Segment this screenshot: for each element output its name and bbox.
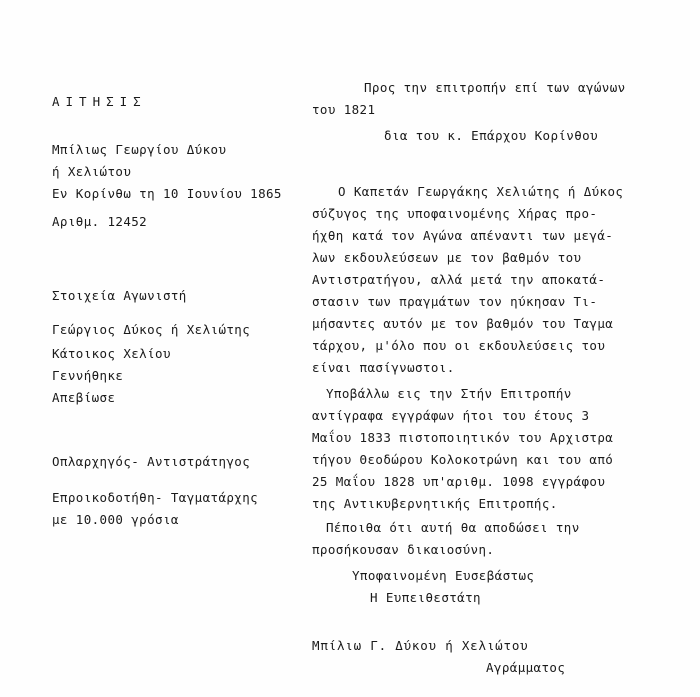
pension-line-2: με 10.000 γρόσια [52, 512, 179, 527]
body-line-8: τάρχου, μ'όλο που οι εκδουλεύσεις του [312, 338, 606, 353]
fighter-name: Γεώργιος Δύκος ή Χελιώτης [52, 322, 251, 337]
document-heading: ΑΙΤΗΣΙΣ [52, 94, 147, 109]
body-line-11: αντίγραφα εγγράφων ήτοι του έτους 3 [312, 408, 590, 423]
died-label: Απεβίωσε [52, 390, 116, 405]
body-line-12: Μαΐου 1833 πιστοποιητικόν του Αρχιστρα [312, 430, 614, 445]
body-line-17: προσήκουσαν δικαιοσύνη. [312, 542, 495, 557]
address-line-1: Προς την επιτροπήν επί των αγώνων [364, 80, 626, 95]
pension-line-1: Επροικοδοτήθη- Ταγματάρχης [52, 490, 259, 505]
body-line-3: ήχθη κατά τον Αγώνα απέναντι των μεγά- [312, 228, 614, 243]
body-line-5: Αντιστρατήγου, αλλά μετά την αποκατά- [312, 272, 606, 287]
body-line-2: σύζυγος της υποφαινομένης Χήρας προ- [312, 206, 598, 221]
body-line-10: Υποβάλλω εις την Στήν Επιτροπήν [326, 386, 572, 401]
body-line-16: Πέποιθα ότι αυτή θα αποδώσει την [326, 520, 580, 535]
body-line-14: 25 Μαΐου 1828 υπ'αριθμ. 1098 εγγράφου [312, 474, 606, 489]
body-line-4: λων εκδουλεύσεων με τον βαθμόν του [312, 250, 582, 265]
rank-line: Οπλαρχηγός- Αντιστράτηγος [52, 454, 251, 469]
body-line-13: τήγου Θεοδώρου Κολοκοτρώνη και του από [312, 452, 614, 467]
applicant-name: Μπίλιως Γεωργίου Δύκου [52, 142, 227, 157]
applicant-surname: ή Χελιώτου [52, 164, 132, 179]
body-line-1: Ο Καπετάν Γεωργάκης Χελιώτης ή Δύκος [338, 184, 624, 199]
body-line-6: στασιν των πραγμάτων τον ηύκησαν Τι- [312, 294, 598, 309]
body-line-15: της Αντικυβερνητικής Επιτροπής. [312, 496, 558, 511]
signature-name: Μπίλιω Γ. Δύκου ή Χελιώτου [312, 638, 529, 653]
signature-note: Αγράμματος [486, 660, 566, 675]
closing-line-2: Η Ευπειθεστάτη [370, 590, 481, 605]
body-line-9: είναι πασίγνωστοι. [312, 360, 455, 375]
details-title: Στοιχεία Αγωνιστή [52, 288, 187, 303]
address-line-3: δια του κ. Επάρχου Κορίνθου [384, 128, 598, 143]
place-date: Εν Κορίνθω τη 10 Ιουνίου 1865 [52, 186, 282, 201]
closing-line-1: Υποφαινομένη Ευσεβάστως [352, 568, 535, 583]
address-line-2: του 1821 [312, 102, 376, 117]
body-line-7: μήσαντες αυτόν με τον βαθμόν του Ταγμα [312, 316, 614, 331]
reference-number: Αριθμ. 12452 [52, 214, 148, 229]
born-label: Γεννήθηκε [52, 368, 124, 383]
residence: Κάτοικος Χελίου [52, 346, 171, 361]
